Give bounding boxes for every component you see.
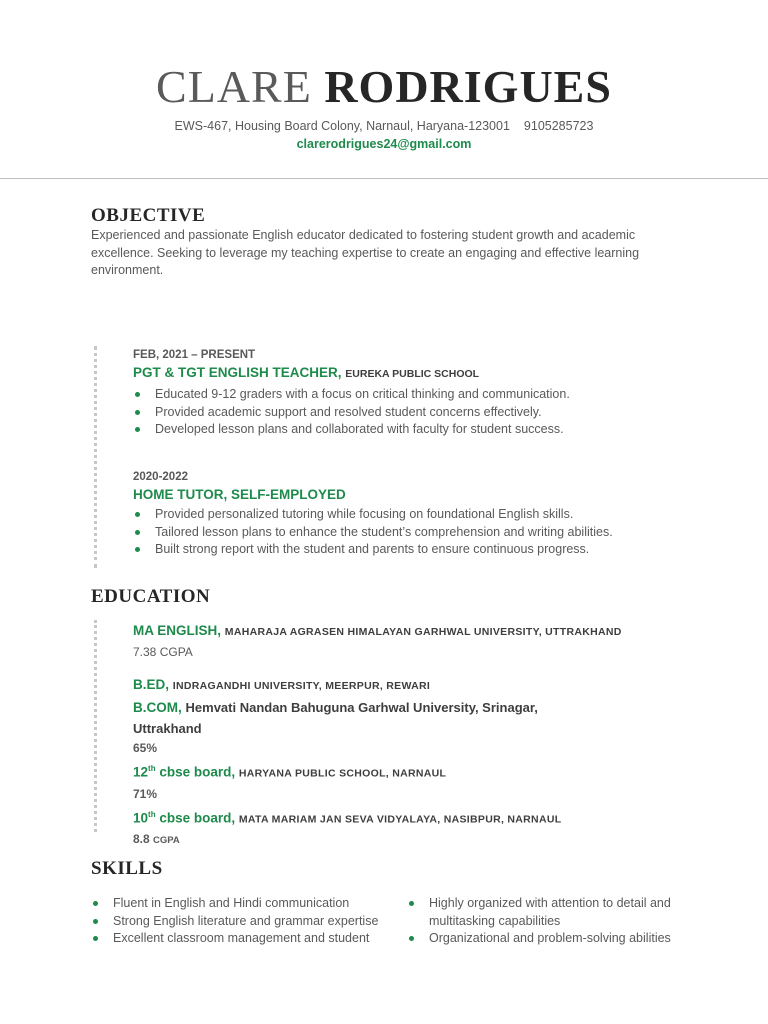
experience-role: HOME TUTOR, SELF-EMPLOYED xyxy=(133,487,346,502)
education-x: 10th cbse board, MATA MARIAM JAN SEVA VIDYALAYA, NASIBPUR, NARNAUL xyxy=(133,809,562,825)
education-bcom-score: 65% xyxy=(133,741,158,755)
education-ma: MA ENGLISH, MAHARAJA AGRASEN HIMALAYAN GARHWAL UNIVERSITY, UTTRAKHAND xyxy=(133,623,622,638)
last-name: RODRIGUES xyxy=(324,61,612,112)
list-item: Provided academic support and resolved student concerns effectively. xyxy=(133,404,693,422)
experience-date: 2020-2022 xyxy=(133,471,188,483)
education-xii: 12th cbse board, HARYANA PUBLIC SCHOOL, NARNAUL xyxy=(133,764,447,780)
email-link[interactable]: clarerodrigues24@gmail.com xyxy=(296,137,472,151)
education-timeline xyxy=(94,620,97,832)
experience-date: FEB, 2021 – PRESENT xyxy=(133,349,256,361)
education-bcom: B.COM, Hemvati Nandan Bahuguna Garhwal University, Srinagar, xyxy=(133,700,538,715)
experience-org: EUREKA PUBLIC SCHOOL xyxy=(345,368,480,380)
list-item: Developed lesson plans and collaborated with faculty for student success. xyxy=(133,421,693,439)
experience-entry xyxy=(133,469,693,559)
education-ma-score: 7.38 CGPA xyxy=(133,645,193,659)
education-heading: EDUCATION xyxy=(91,586,211,607)
first-name: CLARE xyxy=(156,61,312,112)
education-bcom-cont: Uttrakhand xyxy=(133,721,202,736)
skills-right xyxy=(407,893,697,948)
list-item: Built strong report with the student and parents to ensure continuous progress. xyxy=(133,541,693,559)
phone: 9105285723 xyxy=(523,119,594,133)
experience-bullets xyxy=(133,506,693,559)
education-x-score: 8.8 CGPA xyxy=(133,832,180,846)
list-item: Fluent in English and Hindi communication xyxy=(91,895,391,913)
contact-line xyxy=(0,118,768,135)
candidate-name xyxy=(0,60,768,114)
objective-text: Experienced and passionate English educator dedicated to fostering student growth and academic excellence. Seeking to leverage my teaching expertise to create an engaging and effective learning environment. xyxy=(91,228,640,277)
experience-timeline xyxy=(94,346,97,568)
experience-bullets xyxy=(133,386,693,439)
address: EWS-467, Housing Board Colony, Narnaul, Haryana-123001 xyxy=(174,119,510,133)
skills-heading: SKILLS xyxy=(91,858,163,879)
list-item: Educated 9-12 graders with a focus on critical thinking and communication. xyxy=(133,386,693,404)
list-item: Tailored lesson plans to enhance the student’s comprehension and writing abilities. xyxy=(133,524,693,542)
experience-entry xyxy=(133,347,693,439)
list-item: Provided personalized tutoring while focusing on foundational English skills. xyxy=(133,506,693,524)
list-item: Strong English literature and grammar expertise xyxy=(91,913,391,931)
header-divider xyxy=(0,178,768,179)
list-item: Highly organized with attention to detail and multitasking capabilities xyxy=(407,895,697,930)
skills-left xyxy=(91,893,391,948)
experience-role: PGT & TGT ENGLISH TEACHER, EUREKA PUBLIC SCHOOL xyxy=(133,365,480,380)
education-bed: B.ED, INDRAGANDHI UNIVERSITY, MEERPUR, REWARI xyxy=(133,677,431,692)
resume-header xyxy=(0,60,768,153)
education-xii-score: 71% xyxy=(133,786,158,801)
objective-heading: OBJECTIVE xyxy=(91,205,206,226)
education-list xyxy=(133,620,693,850)
list-item: Organizational and problem-solving abilities xyxy=(407,930,697,948)
list-item: Excellent classroom management and student xyxy=(91,930,391,948)
